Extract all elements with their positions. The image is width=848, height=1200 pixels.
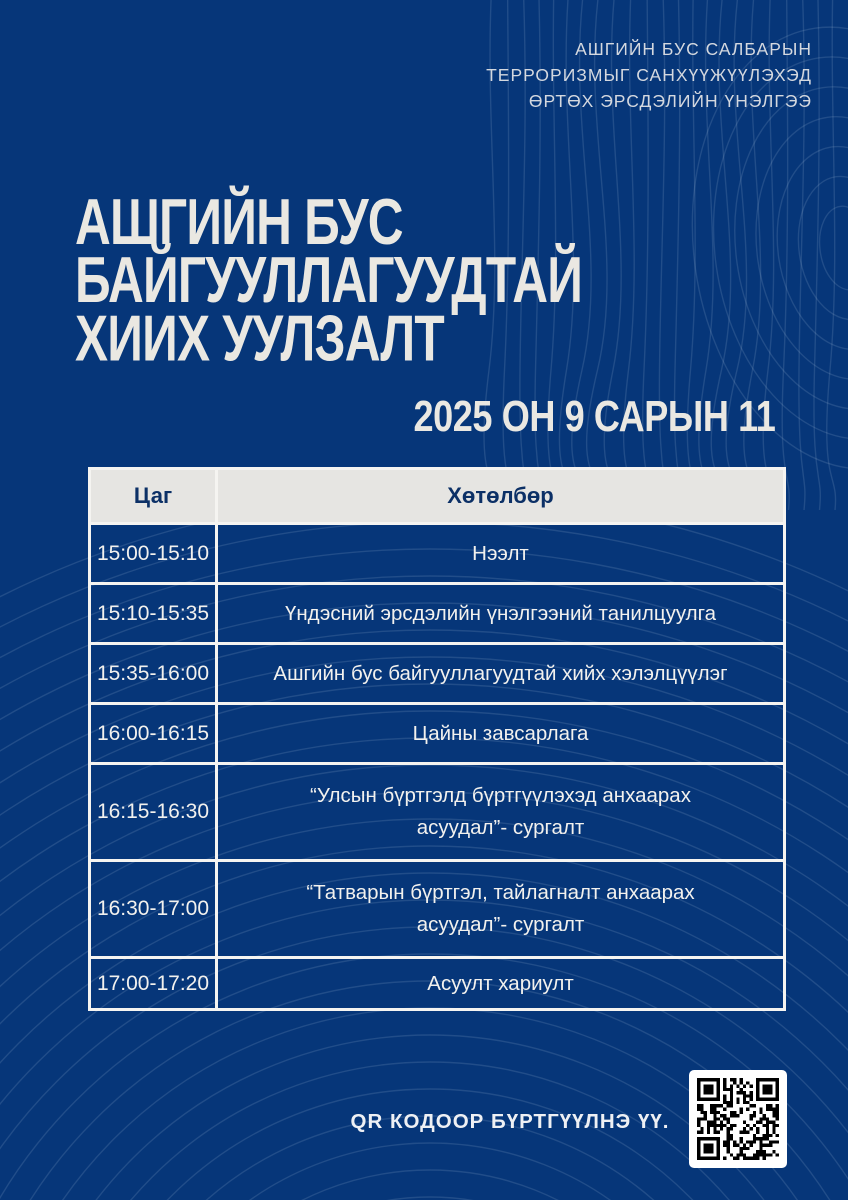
- page-title-line3: ХИИХ УУЛЗАЛТ: [75, 303, 444, 375]
- column-header-time: Цаг: [91, 470, 218, 522]
- table-header-row: [91, 470, 783, 522]
- qr-code: [689, 1070, 787, 1168]
- program-cell: Ашгийн бус байгууллагуудтай хийх хэлэлцүүлэг: [273, 661, 728, 685]
- time-cell: 15:35-16:00: [91, 645, 218, 702]
- time-cell: 15:10-15:35: [91, 585, 218, 642]
- page-title: [75, 186, 583, 375]
- report-subtitle-line3: ӨРТӨХ ЭРСДЭЛИЙН ҮНЭЛГЭЭ: [528, 91, 812, 111]
- program-cell: Нээлт: [472, 541, 529, 565]
- table-row: [91, 859, 783, 956]
- program-cell: “Татварын бүртгэл, тайлагналт анхаарах асуудал”- сургалт: [306, 881, 695, 936]
- page-title-line1: АШГИЙН БУС: [75, 186, 403, 259]
- time-cell: 17:00-17:20: [91, 959, 218, 1008]
- table-row: [91, 702, 783, 762]
- table-row: [91, 762, 783, 859]
- time-cell: 16:00-16:15: [91, 705, 218, 762]
- table-row: [91, 522, 783, 582]
- page-title-line2: БАЙГУУЛЛАГУУДТАЙ: [75, 244, 583, 317]
- program-cell: “Улсын бүртгэлд бүртгүүлэхэд анхаарах асуудал”- сургалт: [310, 784, 691, 839]
- qr-code-image: [697, 1078, 779, 1160]
- qr-instruction-label: QR КОДООР БҮРТГҮҮЛНЭ ҮҮ.: [350, 1110, 670, 1133]
- event-date: 2025 ОН 9 САРЫН 11: [413, 392, 775, 441]
- table-row: [91, 642, 783, 702]
- report-subtitle-line2: ТЕРРОРИЗМЫГ САНХҮҮЖҮҮЛЭХЭД: [486, 65, 812, 85]
- program-cell: Цайны завсарлага: [412, 721, 589, 745]
- time-cell: 16:15-16:30: [91, 765, 218, 859]
- table-row: [91, 956, 783, 1008]
- column-header-program: Хөтөлбөр: [447, 482, 554, 508]
- table-row: [91, 582, 783, 642]
- schedule-table: [88, 467, 786, 1011]
- program-cell: Үндэсний эрсдэлийн үнэлгээний танилцуулга: [284, 601, 717, 625]
- report-subtitle: [486, 36, 812, 114]
- report-subtitle-line1: АШГИЙН БУС САЛБАРЫН: [575, 39, 812, 59]
- time-cell: 16:30-17:00: [91, 862, 218, 956]
- time-cell: 15:00-15:10: [91, 525, 218, 582]
- program-cell: Асуулт хариулт: [427, 971, 574, 995]
